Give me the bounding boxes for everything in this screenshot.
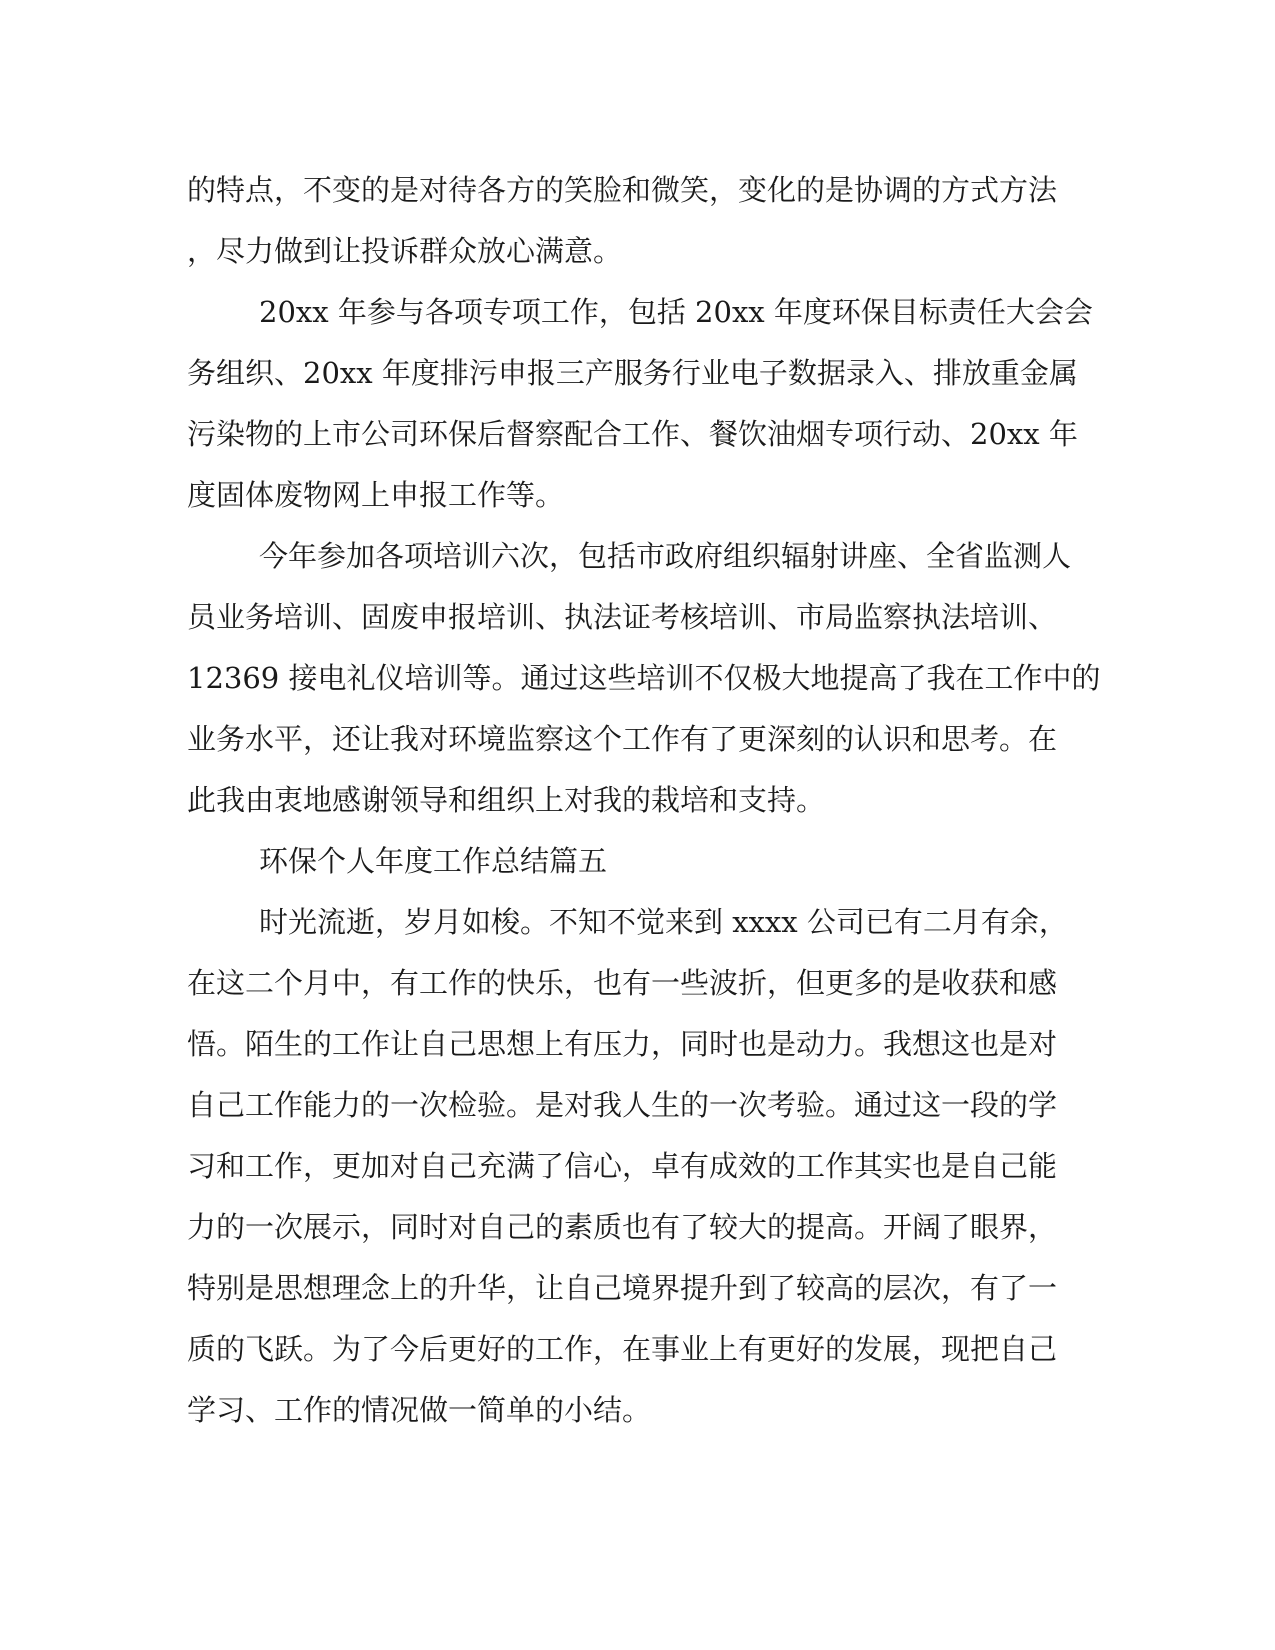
text-line: 在这二个月中，有工作的快乐，也有一些波折，但更多的是收获和感 [187, 966, 1058, 1000]
text-line: 员业务培训、固废申报培训、执法证考核培训、市局监察执法培训、 [187, 600, 1058, 634]
text-line: 的特点，不变的是对待各方的笑脸和微笑，变化的是协调的方式方法 [187, 173, 1058, 207]
text-line: 学习、工作的情况做一简单的小结。 [187, 1393, 652, 1427]
text-line: ，尽力做到让投诉群众放心满意。 [187, 234, 623, 268]
text-line: 力的一次展示，同时对自己的素质也有了较大的提高。开阔了眼界， [187, 1210, 1058, 1244]
paragraph-first-line: 时光流逝，岁月如梭。不知不觉来到 xxxx 公司已有二月有余， [259, 905, 1068, 939]
text-line: 悟。陌生的工作让自己思想上有压力，同时也是动力。我想这也是对 [187, 1027, 1058, 1061]
text-line: 度固体废物网上申报工作等。 [187, 478, 565, 512]
text-line: 业务水平，还让我对环境监察这个工作有了更深刻的认识和思考。在 [187, 722, 1058, 756]
paragraph-first-line: 20xx 年参与各项专项工作，包括 20xx 年度环保目标责任大会会 [259, 295, 1093, 329]
text-line: 务组织、20xx 年度排污申报三产服务行业电子数据录入、排放重金属 [187, 356, 1078, 390]
section-heading: 环保个人年度工作总结篇五 [259, 844, 608, 878]
text-line: 此我由衷地感谢领导和组织上对我的栽培和支持。 [187, 783, 826, 817]
text-line: 污染物的上市公司环保后督察配合工作、餐饮油烟专项行动、20xx 年 [187, 417, 1078, 451]
text-line: 质的飞跃。为了今后更好的工作，在事业上有更好的发展，现把自己 [187, 1332, 1058, 1366]
paragraph-first-line: 今年参加各项培训六次，包括市政府组织辐射讲座、全省监测人 [259, 539, 1072, 573]
document-body [187, 160, 1101, 1441]
text-line: 12369 接电礼仪培训等。通过这些培训不仅极大地提高了我在工作中的 [187, 661, 1101, 695]
text-line: 特别是思想理念上的升华，让自己境界提升到了较高的层次，有了一 [187, 1271, 1058, 1305]
text-line: 习和工作，更加对自己充满了信心，卓有成效的工作其实也是自己能 [187, 1149, 1058, 1183]
text-line: 自己工作能力的一次检验。是对我人生的一次考验。通过这一段的学 [187, 1088, 1058, 1122]
